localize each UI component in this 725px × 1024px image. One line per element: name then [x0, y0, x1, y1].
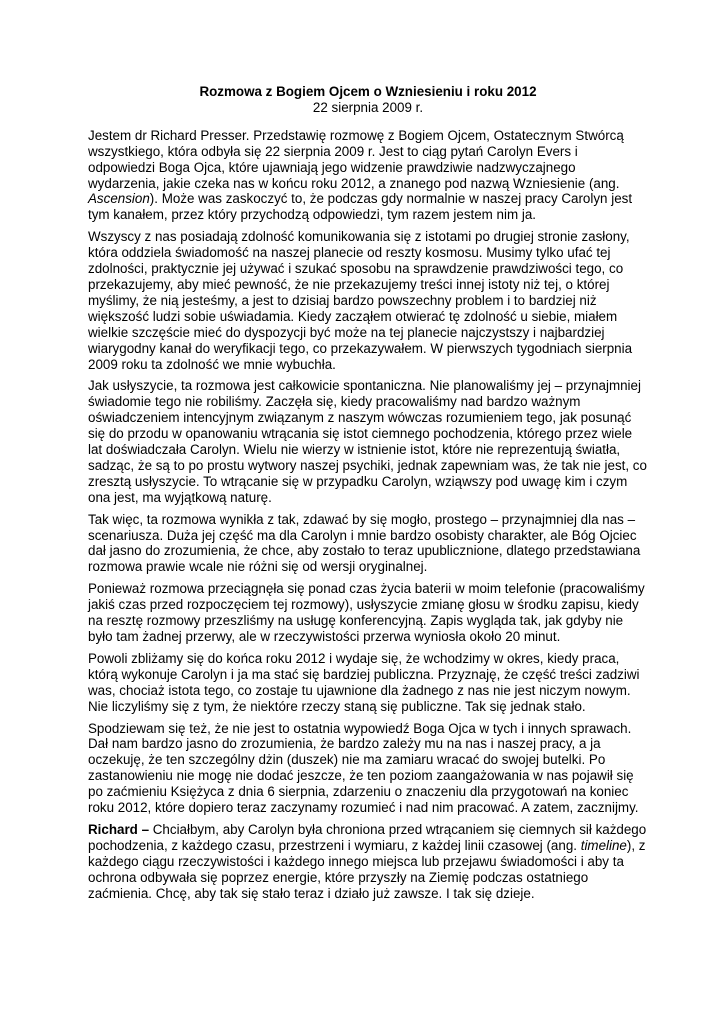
paragraph: [88, 229, 648, 372]
paragraph-text: Jak usłyszycie, ta rozmowa jest całkowicie spontaniczna. Nie planowaliśmy jej – przynajmniej świadomie tego nie robiliśmy. Zaczęła się, kiedy pracowaliśmy nad bardzo ważnym oświadczeniem intencyjnym związanym z naszym wówczas rozumieniem tego, jak posunąć się do przodu w opanowaniu wtrącania się istot ciemnego pochodzenia, którego przez wiele lat doświadczała Carolyn. Wielu nie wierzy w istnienie istot, które nie reprezentują światła, sadząc, że są to po prostu wytwory naszej psychiki, jednak zapewniam was, że tak nie jest, co zresztą usłyszycie. To wtrącanie się w przypadku Carolyn, wziąwszy pod uwagę kim i czym ona jest, ma wyjątkową naturę.: [88, 378, 647, 505]
document-date: 22 sierpnia 2009 r.: [312, 99, 424, 115]
italic-term: timeline: [580, 837, 627, 853]
paragraph-text: ). Może was zaskoczyć to, że podczas gdy normalnie w naszej pracy Carolyn jest tym kanałem, przez który przychodzą odpowiedzi, tym razem jestem nim ja.: [88, 191, 633, 223]
paragraph-text: Tak więc, ta rozmowa wynikła z tak, zdawać by się mogło, prostego – przynajmniej dla nas – scenariusza. Duża jej część ma dla Carolyn i mnie bardzo osobisty charakter, ale Bóg Ojciec dał jasno do zrozumienia, że chce, aby zostało to teraz upublicznione, dlatego przedstawiana rozmowa prawie wcale nie różni się od wersji oryginalnej.: [88, 511, 641, 575]
paragraph-text: Wszyscy z nas posiadają zdolność komunikowania się z istotami po drugiej stronie zasłony, która oddziela świadomość na naszej planecie od reszty kosmosu. Musimy tylko ufać tej zdolności, praktycznie jej używać i szukać sposobu na sprawdzenie prawdziwości tego, co przekazujemy, aby mieć pewność, że nie przekazujemy treści innej istoty niż tej, o której myślimy, że nią jesteśmy, a jest to dzisiaj bardzo powszechny problem i to bardziej niż większość ludzi sobie uświadamia. Kiedy zacząłem otwierać tę zdolność u siebie, miałem wielkie szczęście mieć do dyspozycji być może na tej planecie najczystszy i najbardziej wiarygodny kanał do weryfikacji tego, co przekazywałem. W pierwszych tygodniach sierpnia 2009 roku ta zdolność we mnie wybuchła.: [88, 229, 633, 372]
italic-term: Ascension: [88, 191, 150, 207]
paragraph-text: ), z każdego ciągu rzeczywistości i każdego innego miejsca lub przejawu świadomości i aby ta ochrona odbywała się poprzez energie, które przyszły na Ziemię podczas ostatniego zaćmienia. Chcę, aby tak się stało teraz i działo już zawsze. I tak się dzieje.: [88, 837, 646, 901]
document-body: [88, 128, 648, 902]
paragraph-text: Jestem dr Richard Presser. Przedstawię rozmowę z Bogiem Ojcem, Ostatecznym Stwórcą wszystkiego, która odbyła się 22 sierpnia 2009 r. Jest to ciąg pytań Carolyn Evers i odpowiedzi Boga Ojca, które ujawniają jego widzenie prawdziwie nadzwyczajnego wydarzenia, jakie czeka nas w końcu roku 2012, a znanego pod nazwą Wzniesienie (ang.: [88, 127, 624, 191]
paragraph: [88, 822, 648, 902]
document-content: [88, 84, 648, 908]
paragraph: [88, 512, 648, 576]
speaker-label: Richard –: [88, 821, 153, 837]
document-title: Rozmowa z Bogiem Ojcem o Wzniesieniu i roku 2012: [199, 84, 537, 99]
paragraph-text: Chciałbym, aby Carolyn była chroniona przed wtrącaniem się ciemnych sił każdego pochodzenia, z każdego czasu, przestrzeni i wymiaru, z każdej linii czasowej (ang.: [88, 821, 647, 853]
paragraph: [88, 581, 648, 645]
paragraph: [88, 128, 648, 223]
paragraph: [88, 721, 648, 816]
paragraph-text: Ponieważ rozmowa przeciągnęła się ponad czas życia baterii w moim telefonie (pracowaliśmy jakiś czas przed rozpoczęciem tej rozmowy), usłyszycie zmianę głosu w środku zapisu, kiedy na resztę rozmowy przeszliśmy na usługę konferencyjną. Zapis wygląda tak, jak gdyby nie było tam żadnej przerwy, ale w rzeczywistości przerwa wyniosła około 20 minut.: [88, 581, 645, 644]
paragraph: [88, 378, 648, 505]
paragraph: [88, 651, 648, 715]
paragraph-text: Spodziewam się też, że nie jest to ostatnia wypowiedź Boga Ojca w tych i innych sprawach. Dał nam bardzo jasno do zrozumienia, że bardzo zależy mu na nas i naszej pracy, a ja oczekuję, że ten szczególny dżin (duszek) nie ma zamiaru wracać do swojej butelki. Po zastanowieniu nie mogę nie dodać jeszcze, że ten poziom zaangażowania w nas pojawił się po zaćmieniu Księżyca z dnia 6 sierpnia, zdarzeniu o znaczeniu dla przygotowań na koniec roku 2012, które dopiero teraz zaczynamy rozumieć i nad nim pracować. A zatem, zacznijmy.: [88, 720, 639, 816]
paragraph-text: Powoli zbliżamy się do końca roku 2012 i wydaje się, że wchodzimy w okres, kiedy praca, którą wykonuje Carolyn i ja ma stać się bardziej publiczna. Przyznaję, że część treści zadziwi was, chociaż istota tego, co zostaje tu ujawnione dla żadnego z nas nie jest niczym nowym. Nie liczyliśmy się z tym, że niektóre rzeczy staną się publiczne. Tak się jednak stało.: [88, 650, 640, 714]
